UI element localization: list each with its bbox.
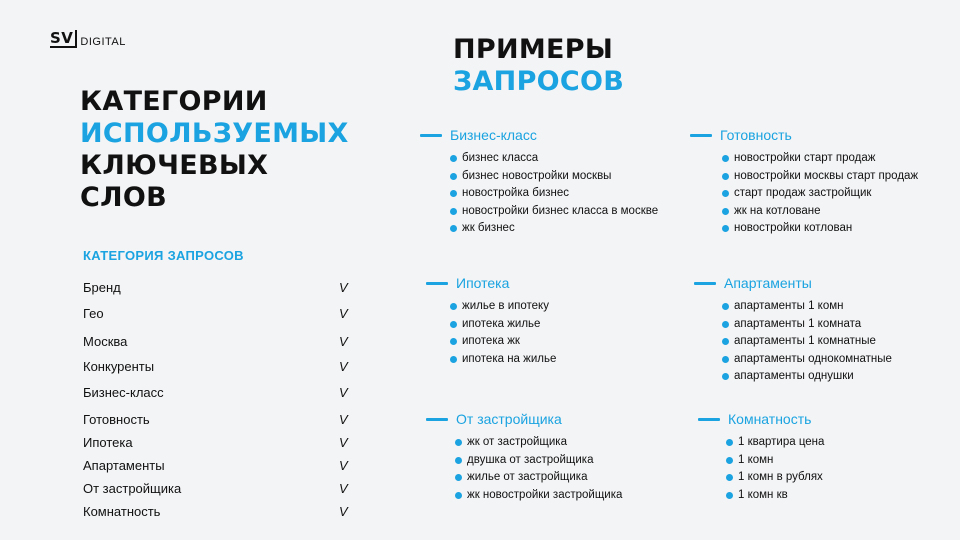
check-mark: V bbox=[339, 334, 348, 349]
query-list bbox=[722, 150, 918, 238]
category-row bbox=[83, 306, 353, 324]
bullet-icon bbox=[722, 155, 729, 162]
example-group-apartments bbox=[694, 274, 892, 386]
bullet-icon bbox=[450, 338, 457, 345]
list-item: ипотека на жилье bbox=[450, 351, 556, 369]
category-label: Апартаменты bbox=[83, 458, 165, 473]
bullet-icon bbox=[722, 208, 729, 215]
query-list bbox=[726, 434, 824, 504]
example-group-mortgage bbox=[426, 274, 556, 368]
bullet-icon bbox=[722, 303, 729, 310]
query-list bbox=[450, 150, 658, 238]
category-label: Бренд bbox=[83, 280, 121, 295]
category-row bbox=[83, 435, 353, 453]
category-row bbox=[83, 334, 353, 352]
list-item: жк на котловане bbox=[722, 203, 918, 221]
list-item: новостройки москвы старт продаж bbox=[722, 168, 918, 186]
list-item: ипотека жилье bbox=[450, 316, 556, 334]
bullet-icon bbox=[455, 439, 462, 446]
group-title: Ипотека bbox=[456, 275, 510, 291]
group-title: Бизнес-класс bbox=[450, 127, 537, 143]
check-mark: V bbox=[339, 481, 348, 496]
list-item: жк бизнес bbox=[450, 220, 658, 238]
examples-title bbox=[453, 34, 624, 98]
group-title: От застройщика bbox=[456, 411, 562, 427]
bullet-icon bbox=[450, 190, 457, 197]
list-item: ипотека жк bbox=[450, 333, 556, 351]
bullet-icon bbox=[450, 208, 457, 215]
category-label: От застройщика bbox=[83, 481, 182, 496]
list-item: апартаменты однокомнатные bbox=[722, 351, 892, 369]
list-item: бизнес класса bbox=[450, 150, 658, 168]
category-label: Ипотека bbox=[83, 435, 133, 450]
list-item: бизнес новостройки москвы bbox=[450, 168, 658, 186]
group-heading bbox=[694, 274, 892, 292]
example-group-developer bbox=[426, 410, 622, 504]
group-heading bbox=[698, 410, 824, 428]
group-title: Апартаменты bbox=[724, 275, 812, 291]
check-mark: V bbox=[339, 435, 348, 450]
list-item: апартаменты 1 комнатные bbox=[722, 333, 892, 351]
example-group-business bbox=[420, 126, 658, 238]
title-line: СЛОВ bbox=[80, 182, 167, 213]
logo bbox=[50, 30, 126, 48]
category-row bbox=[83, 359, 353, 377]
list-item: жк новостройки застройщика bbox=[455, 487, 622, 505]
list-item: новостройки бизнес класса в москве bbox=[450, 203, 658, 221]
dash-icon bbox=[426, 418, 448, 421]
list-item: 1 комн кв bbox=[726, 487, 824, 505]
bullet-icon bbox=[450, 321, 457, 328]
list-item: новостройка бизнес bbox=[450, 185, 658, 203]
bullet-icon bbox=[722, 338, 729, 345]
list-item: старт продаж застройщик bbox=[722, 185, 918, 203]
title-line: КЛЮЧЕВЫХ bbox=[80, 150, 269, 181]
category-label: Конкуренты bbox=[83, 359, 155, 374]
bullet-icon bbox=[726, 492, 733, 499]
category-label: Гео bbox=[83, 306, 104, 321]
bullet-icon bbox=[722, 173, 729, 180]
category-row bbox=[83, 280, 353, 298]
bullet-icon bbox=[455, 457, 462, 464]
list-item: жилье от застройщика bbox=[455, 469, 622, 487]
check-mark: V bbox=[339, 306, 348, 321]
check-mark: V bbox=[339, 280, 348, 295]
list-item: двушка от застройщика bbox=[455, 452, 622, 470]
list-item: 1 комн bbox=[726, 452, 824, 470]
check-mark: V bbox=[339, 359, 348, 374]
category-row bbox=[83, 481, 353, 499]
bullet-icon bbox=[450, 356, 457, 363]
list-item: апартаменты 1 комн bbox=[722, 298, 892, 316]
bullet-icon bbox=[450, 173, 457, 180]
category-label: Бизнес-класс bbox=[83, 385, 164, 400]
bullet-icon bbox=[722, 356, 729, 363]
category-label: Москва bbox=[83, 334, 128, 349]
bullet-icon bbox=[722, 190, 729, 197]
check-mark: V bbox=[339, 458, 348, 473]
title-line: КАТЕГОРИИ bbox=[80, 86, 268, 117]
query-list bbox=[455, 434, 622, 504]
bullet-icon bbox=[450, 155, 457, 162]
examples-title-line-accent: ЗАПРОСОВ bbox=[453, 66, 625, 97]
dash-icon bbox=[690, 134, 712, 137]
check-mark: V bbox=[339, 385, 348, 400]
dash-icon bbox=[426, 282, 448, 285]
group-heading bbox=[690, 126, 918, 144]
group-heading bbox=[420, 126, 658, 144]
dash-icon bbox=[698, 418, 720, 421]
category-label: Готовность bbox=[83, 412, 150, 427]
logo-word: DIGITAL bbox=[80, 36, 126, 48]
bullet-icon bbox=[722, 373, 729, 380]
check-mark: V bbox=[339, 412, 348, 427]
group-heading bbox=[426, 274, 556, 292]
bullet-icon bbox=[450, 303, 457, 310]
example-group-rooms bbox=[698, 410, 824, 504]
category-row bbox=[83, 504, 353, 522]
example-group-readiness bbox=[690, 126, 918, 238]
list-item: жк от застройщика bbox=[455, 434, 622, 452]
bullet-icon bbox=[455, 492, 462, 499]
logo-mark: SV bbox=[50, 30, 77, 48]
list-item: апартаменты однушки bbox=[722, 368, 892, 386]
bullet-icon bbox=[722, 321, 729, 328]
page-title bbox=[80, 86, 349, 214]
list-item: новостройки старт продаж bbox=[722, 150, 918, 168]
dash-icon bbox=[694, 282, 716, 285]
category-row bbox=[83, 385, 353, 403]
dash-icon bbox=[420, 134, 442, 137]
category-label: Комнатность bbox=[83, 504, 161, 519]
bullet-icon bbox=[726, 457, 733, 464]
list-item: новостройки котлован bbox=[722, 220, 918, 238]
examples-title-line: ПРИМЕРЫ bbox=[453, 34, 614, 65]
category-row bbox=[83, 412, 353, 430]
group-title: Готовность bbox=[720, 127, 792, 143]
bullet-icon bbox=[450, 225, 457, 232]
title-line-accent: ИСПОЛЬЗУЕМЫХ bbox=[80, 118, 349, 149]
group-heading bbox=[426, 410, 622, 428]
query-list bbox=[450, 298, 556, 368]
check-mark: V bbox=[339, 504, 348, 519]
bullet-icon bbox=[722, 225, 729, 232]
list-item: 1 квартира цена bbox=[726, 434, 824, 452]
bullet-icon bbox=[455, 474, 462, 481]
category-row bbox=[83, 458, 353, 476]
category-header: КАТЕГОРИЯ ЗАПРОСОВ bbox=[83, 248, 244, 263]
bullet-icon bbox=[726, 474, 733, 481]
list-item: апартаменты 1 комната bbox=[722, 316, 892, 334]
list-item: 1 комн в рублях bbox=[726, 469, 824, 487]
group-title: Комнатность bbox=[728, 411, 812, 427]
list-item: жилье в ипотеку bbox=[450, 298, 556, 316]
bullet-icon bbox=[726, 439, 733, 446]
query-list bbox=[722, 298, 892, 386]
